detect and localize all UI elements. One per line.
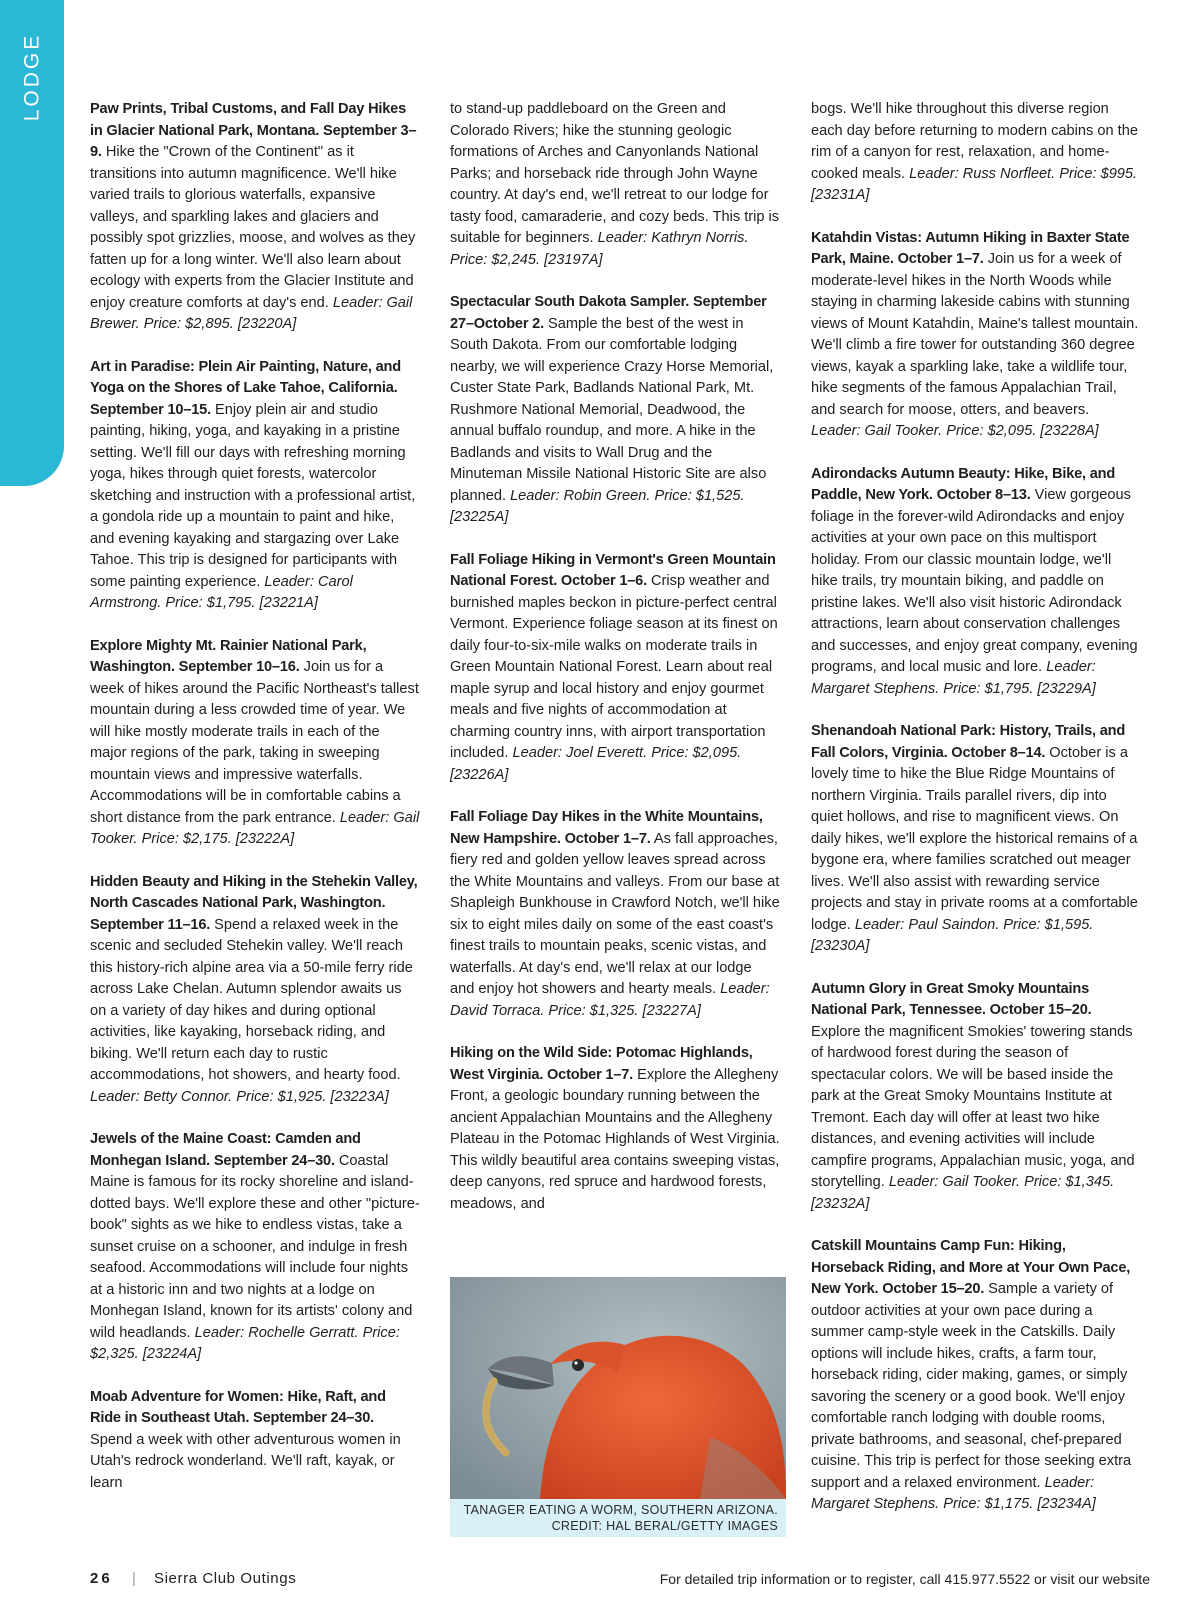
trip-leader-price: Leader: Russ Norfleet. Price: $995. [23231A]	[811, 165, 1138, 203]
trip-title: Fall Foliage Hiking in Vermont's Green Mountain National Forest. October 1–6.	[450, 551, 776, 589]
trip-leader-price: Leader: Margaret Stephens. Price: $1,175. [23234A]	[811, 1474, 1096, 1512]
trip-description: to stand-up paddleboard on the Green and Colorado Rivers; hike the stunning geologic formations of Arches and Canyonlands National Parks; and horseback ride through John Wayne country. At day's end, we'll retreat to our lodge for tasty food, camaraderie, and cozy beds. This trip is suitable for beginners.	[450, 101, 780, 246]
footer-divider: |	[132, 1570, 136, 1587]
trip-leader-price: Leader: David Torraca. Price: $1,325. [23227A]	[450, 981, 770, 1019]
trip-title: Spectacular South Dakota Sampler. September 27–October 2.	[450, 294, 767, 332]
trip-description: Crisp weather and burnished maples beckon in picture-perfect central Vermont. Experience foliage season at its finest on daily four-to-six-mile walks on moderate trails in Green Mountain National Forest. Learn about real maple syrup and local history and enjoy gourmet meals and five nights of accommodation at charming country inns, with airport transportation included.	[450, 573, 778, 761]
trip-description: Spend a relaxed week in the scenic and secluded Stehekin valley. We'll reach this history-rich alpine area via a 50-mile ferry ride across Lake Chelan. Autumn splendor awaits us on a variety of day hikes and during optional activities, like kayaking, horseback riding, and biking. We'll return each day to rustic accommodations, hot showers, and hearty food.	[90, 916, 413, 1083]
trip-title: Art in Paradise: Plein Air Painting, Nature, and Yoga on the Shores of Lake Tahoe, California. September 10–15.	[90, 358, 401, 418]
trip-listing	[450, 807, 780, 1022]
trip-listing	[811, 464, 1141, 701]
trip-leader-price: Leader: Gail Tooker. Price: $2,175. [23222A]	[90, 809, 420, 847]
trip-title: Moab Adventure for Women: Hike, Raft, and Ride in Southeast Utah. September 24–30.	[90, 1388, 386, 1426]
trip-title: Hiking on the Wild Side: Potomac Highlands, West Virginia. October 1–7.	[450, 1045, 753, 1083]
trip-title: Jewels of the Maine Coast: Camden and Monhegan Island. September 24–30.	[90, 1131, 361, 1169]
caption-credit: CREDIT: HAL BERAL/GETTY IMAGES	[551, 1519, 778, 1533]
trip-listing	[450, 292, 780, 529]
column-3	[811, 99, 1141, 1537]
trip-leader-price: Leader: Carol Armstrong. Price: $1,795. [23221A]	[90, 573, 353, 611]
trip-leader-price: Leader: Rochelle Gerratt. Price: $2,325. [23224A]	[90, 1324, 400, 1362]
trip-description: bogs. We'll hike throughout this diverse region each day before returning to modern cabins on the rim of a canyon for rest, relaxation, and home-cooked meals.	[811, 101, 1138, 182]
column-1	[90, 99, 420, 1515]
column-2	[450, 99, 780, 1236]
trip-leader-price: Leader: Joel Everett. Price: $2,095. [23226A]	[450, 745, 742, 783]
trip-title: Explore Mighty Mt. Rainier National Park, Washington. September 10–16.	[90, 637, 367, 675]
trip-title: Katahdin Vistas: Autumn Hiking in Baxter State Park, Maine. October 1–7.	[811, 229, 1130, 267]
contact-info: For detailed trip information or to register, call 415.977.5522 or visit our website	[659, 1571, 1150, 1587]
trip-title: Autumn Glory in Great Smoky Mountains National Park, Tennessee. October 15–20.	[811, 980, 1092, 1018]
trip-description: Coastal Maine is famous for its rocky shoreline and island-dotted bays. We'll explore these and other "picture-book" sights as we hike to endless vistas, take a sunset cruise on a schooner, and indulge in fresh seafood. Accommodations will include four nights at a historic inn and two nights at a lodge on Monhegan Island, known for its artists' colony and wild headlands.	[90, 1152, 420, 1341]
section-label: LODGE	[20, 32, 43, 122]
publication-name: Sierra Club Outings	[154, 1570, 297, 1587]
caption-text: TANAGER EATING A WORM, SOUTHERN ARIZONA.	[463, 1503, 778, 1517]
trip-listing-continued	[450, 99, 780, 271]
trip-title: Hidden Beauty and Hiking in the Stehekin Valley, North Cascades National Park, Washington. September 11–16.	[90, 873, 418, 933]
trip-leader-price: Leader: Gail Brewer. Price: $2,895. [23220A]	[90, 294, 413, 332]
trip-title: Adirondacks Autumn Beauty: Hike, Bike, and Paddle, New York. October 8–13.	[811, 465, 1116, 503]
page-footer	[90, 1567, 1150, 1591]
trip-leader-price: Leader: Betty Connor. Price: $1,925. [23223A]	[90, 1088, 389, 1105]
trip-title: Catskill Mountains Camp Fun: Hiking, Horseback Riding, and More at Your Own Pace, New York. October 15–20.	[811, 1238, 1131, 1297]
trip-listing	[450, 1043, 780, 1215]
trip-leader-price: Leader: Kathryn Norris. Price: $2,245. [23197A]	[450, 230, 749, 268]
trip-description: Enjoy plein air and studio painting, hiking, yoga, and kayaking in a pristine setting. We'll fill our days with refreshing morning yoga, hikes through quiet forests, watercolor sketching and instruction with a professional artist, a gondola ride up a mountain to paint and hike, and evening kayaking and stargazing over Lake Tahoe. This trip is designed for participants with some painting experience.	[90, 401, 416, 590]
trip-listing	[90, 1387, 420, 1495]
page-number: 26	[90, 1570, 113, 1587]
trip-description: As fall approaches, fiery red and golden yellow leaves spread across the White Mountains and valleys. From our base at Shapleigh Bunkhouse in Crawford Notch, we'll hike six to eight miles daily on some of the east coast's finest trails to mountain peaks, scenic vistas, and waterfalls. At day's end, we'll relax at our lodge and enjoy hot showers and hearty meals.	[450, 830, 780, 997]
section-tab	[0, 0, 64, 486]
trip-listing	[90, 1129, 420, 1366]
trip-leader-price: Leader: Margaret Stephens. Price: $1,795. [23229A]	[811, 659, 1096, 697]
trip-listing	[811, 979, 1141, 1216]
trip-description: View gorgeous foliage in the forever-wild Adirondacks and enjoy activities at your own pace on this multisport holiday. From our classic mountain lodge, we'll hike trails, try mountain biking, and paddle on pristine lakes. We'll also visit historic Adirondack attractions, learn about conservation challenges and successes, and enjoy great company, evening programs, and local music and lore.	[811, 487, 1138, 675]
trip-leader-price: Leader: Paul Saindon. Price: $1,595. [23230A]	[811, 916, 1094, 954]
photo-caption	[450, 1499, 786, 1537]
trip-description: Join us for a week of moderate-level hikes in the North Woods while staying in charming lakeside cabins with stunning views of Mount Katahdin, Maine's tallest mountain. We'll climb a fire tower for outstanding 360 degree views, kayak a sparkling lake, take a wildlife tour, hike segments of the famous Appalachian Trail, and search for moose, otters, and beavers.	[811, 251, 1139, 418]
trip-title: Fall Foliage Day Hikes in the White Mountains, New Hampshire. October 1–7.	[450, 809, 763, 847]
trip-description: Hike the "Crown of the Continent" as it transitions into autumn magnificence. We'll hike varied trails to glorious waterfalls, expansive valleys, and sparkling lakes and glaciers and possibly spot grizzlies, moose, and wolves as they fatten up for a long winter. We'll also learn about ecology with experts from the Glacier Institute and enjoy creature comforts at day's end.	[90, 144, 416, 311]
trip-title: Paw Prints, Tribal Customs, and Fall Day Hikes in Glacier National Park, Montana. September 3–9.	[90, 101, 417, 160]
trip-leader-price: Leader: Gail Tooker. Price: $2,095. [23228A]	[811, 423, 1099, 439]
trip-leader-price: Leader: Robin Green. Price: $1,525. [23225A]	[450, 487, 745, 525]
trip-listing	[811, 228, 1141, 443]
trip-title: Shenandoah National Park: History, Trails, and Fall Colors, Virginia. October 8–14.	[811, 723, 1126, 761]
trip-listing-continued	[811, 99, 1141, 207]
trip-description: Explore the Allegheny Front, a geologic boundary running between the ancient Appalachian Mountains and the Allegheny Plateau in the Potomac Highlands of West Virginia. This wildly beautiful area contains sweeping vistas, deep canyons, red spruce and hardwood forests, meadows, and	[450, 1066, 780, 1212]
trip-leader-price: Leader: Gail Tooker. Price: $1,345. [23232A]	[811, 1174, 1115, 1212]
trip-description: Join us for a week of hikes around the Pacific Northeast's tallest mountain during a less crowded time of year. We will hike mostly moderate trails in each of the major regions of the park, taking in sweeping mountain views and impressive waterfalls. Accommodations will be in comfortable cabins a short distance from the park entrance.	[90, 659, 419, 826]
bird-illustration	[450, 1277, 786, 1499]
trip-listing	[811, 1236, 1141, 1516]
tanager-photo	[450, 1277, 786, 1499]
trip-listing	[90, 636, 420, 851]
trip-description: Sample the best of the west in South Dakota. From our comfortable lodging nearby, we will experience Crazy Horse Memorial, Custer State Park, Badlands National Park, Mt. Rushmore National Memorial, Deadwood, the annual buffalo roundup, and more. A hike in the Badlands and visits to Wall Drug and the Minuteman Missile National Historic Site are also planned.	[450, 315, 774, 504]
trip-listing	[90, 357, 420, 615]
trip-description: October is a lovely time to hike the Blue Ridge Mountains of northern Virginia. Trails parallel rivers, dip into quiet hollows, and rise to magnificent views. On daily hikes, we'll explore the historical remains of a bygone era, where families scratched out meager lives. We'll also assist with rewarding service projects and stay in private rooms at a comfortable lodge.	[811, 744, 1138, 933]
trip-listing	[811, 721, 1141, 958]
trip-description: Spend a week with other adventurous women in Utah's redrock wonderland. We'll raft, kayak, or learn	[90, 1431, 401, 1491]
trip-listing	[90, 99, 420, 336]
trip-description: Sample a variety of outdoor activities at your own pace during a summer camp-style week in the Catskills. Daily options will include hikes, crafts, a farm tour, horseback riding, cider making, games, or simply savoring the scenery or a good book. We'll enjoy comfortable ranch lodging with double rooms, private bathrooms, and seasonal, chef-prepared cuisine. This trip is perfect for those seeking extra support and a relaxed environment.	[811, 1281, 1132, 1491]
trip-listing	[450, 550, 780, 787]
trip-description: Explore the magnificent Smokies' towering stands of hardwood forest during the season of spectacular colors. We will be based inside the park at the Great Smoky Mountains Institute at Tremont. Each day will offer at least two hike distances, and evening activities will include campfire programs, Appalachian music, yoga, and storytelling.	[811, 1023, 1135, 1190]
trip-listing	[90, 872, 420, 1109]
